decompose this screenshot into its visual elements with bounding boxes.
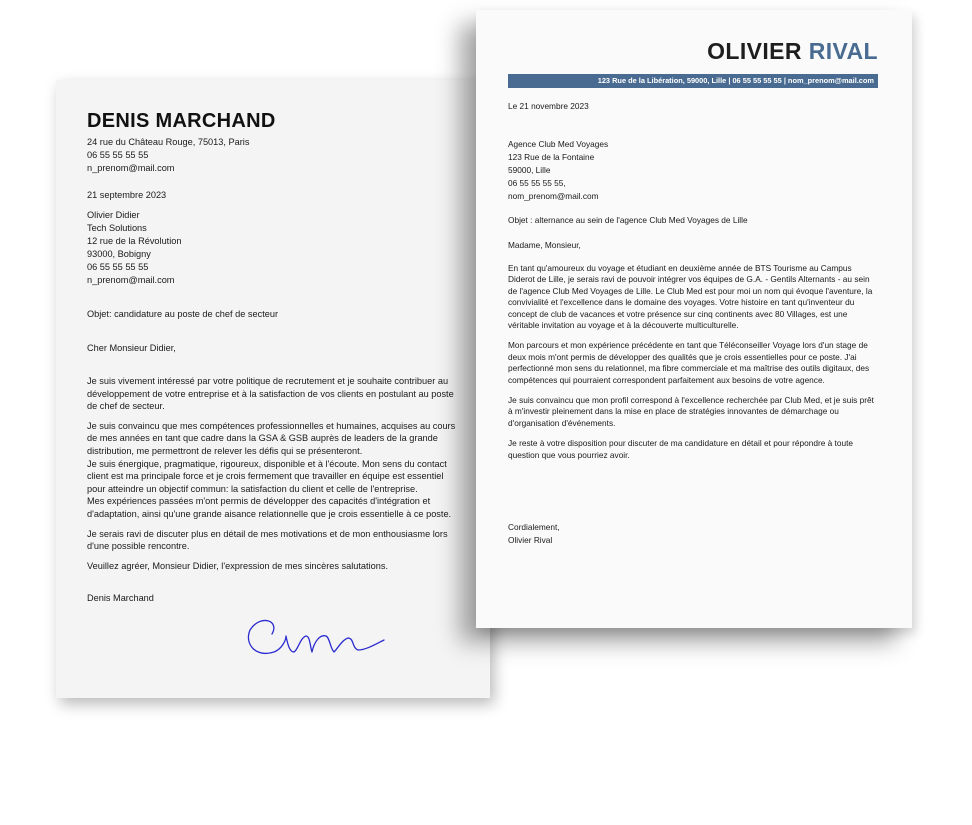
recipient-line: n_prenom@mail.com (87, 275, 175, 285)
letter-body (87, 375, 458, 579)
sender-name (707, 38, 878, 65)
body-paragraph: Je reste à votre disposition pour discuter de ma candidature en détail et pour répondre à toute question que vous pourriez avoir. (508, 438, 853, 460)
letter-subject: Objet : alternance au sein de l'agence Club Med Voyages de Lille (508, 215, 748, 225)
recipient-line: 59000, Lille (508, 165, 551, 175)
sender-first-name: OLIVIER (707, 38, 802, 64)
recipient-line: 12 rue de la Révolution (87, 236, 182, 246)
body-paragraph: Je serais ravi de discuter plus en détail de mes motivations et de mon enthousiasme lors d'une possible rencontre. (87, 528, 448, 552)
sender-name: DENIS MARCHAND (87, 110, 276, 132)
cover-letter-denis-marchand (56, 80, 490, 698)
recipient-line: 06 55 55 55 55 (87, 262, 149, 272)
body-paragraph: Je suis convaincu que mon profil correspond à l'excellence recherchée par Club Med, et je suis prêt à m'investir pleinement dans la mise en place de stratégies innovantes de démarchage ou d'organisation d'événements. (508, 395, 874, 428)
letter-date: 21 septembre 2023 (87, 190, 167, 200)
handwritten-signature (242, 600, 392, 660)
letter-signoff: Olivier Rival (508, 535, 553, 545)
recipient-line: 06 55 55 55 55, (508, 178, 566, 188)
body-paragraph: En tant qu'amoureux du voyage et étudiant en deuxième année de BTS Tourisme au Campus Diderot de Lille, je serais ravi de pouvoir intégrer vos équipes de G.A. - Gentils Alternants - au sein de l'agence Club Med Voyages de Lille. Le Club Med est pour moi un nom qui évoque l'aventure, la convivialité et l'excellence dans le domaine des voyages. Votre histoire en tant qu'inventeur du concept de club de vacances et votre présence sur cinq continents avec 80 Villages, est une véritable invitation au voyage et à la découverte multiculturelle. (508, 263, 873, 331)
letter-signoff: Denis Marchand (87, 593, 154, 603)
sender-email: n_prenom@mail.com (87, 163, 175, 173)
recipient-block (508, 138, 878, 203)
body-paragraph: Je suis vivement intéressé par votre politique de recrutement et je souhaite contribuer au développement de votre entreprise et à la satisfaction de vos clients en postulant au poste de chef de secteur. (87, 376, 454, 412)
body-paragraph: Je suis convaincu que mes compétences professionnelles et humaines, acquises au cours de mes années en tant que cadre dans la GSA & GSB auprès de leaders de la grande distribution, me permettront de relever les défis qui se présenteront. Je suis énergique, pragmatique, rigoureux, disponible et à l'écoute. Mon sens du contact client est ma principale force et je crois fermement que travailler en équipe est essentiel pour atteindre un objectif commun: la satisfaction du client et celle de l'entreprise. Mes expériences passées m'ont permis de développer des capacités d'intégration et d'adaptation, ainsi qu'une grande aisance relationnelle que je crois essentielle à ce poste. (87, 420, 456, 519)
contact-bar: 123 Rue de la Libération, 59000, Lille | 06 55 55 55 55 | nom_prenom@mail.com (508, 74, 878, 88)
letter-greeting: Madame, Monsieur, (508, 240, 581, 250)
letter-body (508, 263, 878, 470)
recipient-line: Agence Club Med Voyages (508, 139, 609, 149)
sender-address: 24 rue du Château Rouge, 75013, Paris (87, 137, 250, 147)
letter-date: Le 21 novembre 2023 (508, 101, 589, 111)
letter-closing: Cordialement, (508, 522, 560, 532)
sender-phone: 06 55 55 55 55 (87, 150, 149, 160)
recipient-line: Olivier Didier (87, 210, 140, 220)
recipient-line: Tech Solutions (87, 223, 147, 233)
recipient-line: nom_prenom@mail.com (508, 191, 599, 201)
sender-contact (87, 136, 458, 175)
recipient-line: 123 Rue de la Fontaine (508, 152, 595, 162)
body-paragraph: Mon parcours et mon expérience précédente en tant que Téléconseiller Voyage lors d'un stage de deux mois m'ont permis de développer des qualités que je crois essentielles pour ce poste. J'ai perfectionné mon sens du relationnel, ma fibre commerciale et ma maîtrise des outils digitaux, des compétences qui pourraient correspondent parfaitement aux besoins de votre agence. (508, 340, 870, 385)
body-paragraph: Veuillez agréer, Monsieur Didier, l'expression de mes sincères salutations. (87, 560, 389, 571)
recipient-block (87, 209, 458, 287)
sender-last-name: RIVAL (808, 38, 878, 64)
cover-letter-olivier-rival (476, 10, 912, 628)
letter-greeting: Cher Monsieur Didier, (87, 343, 176, 353)
letter-subject: Objet: candidature au poste de chef de secteur (87, 309, 279, 319)
recipient-line: 93000, Bobigny (87, 249, 151, 259)
